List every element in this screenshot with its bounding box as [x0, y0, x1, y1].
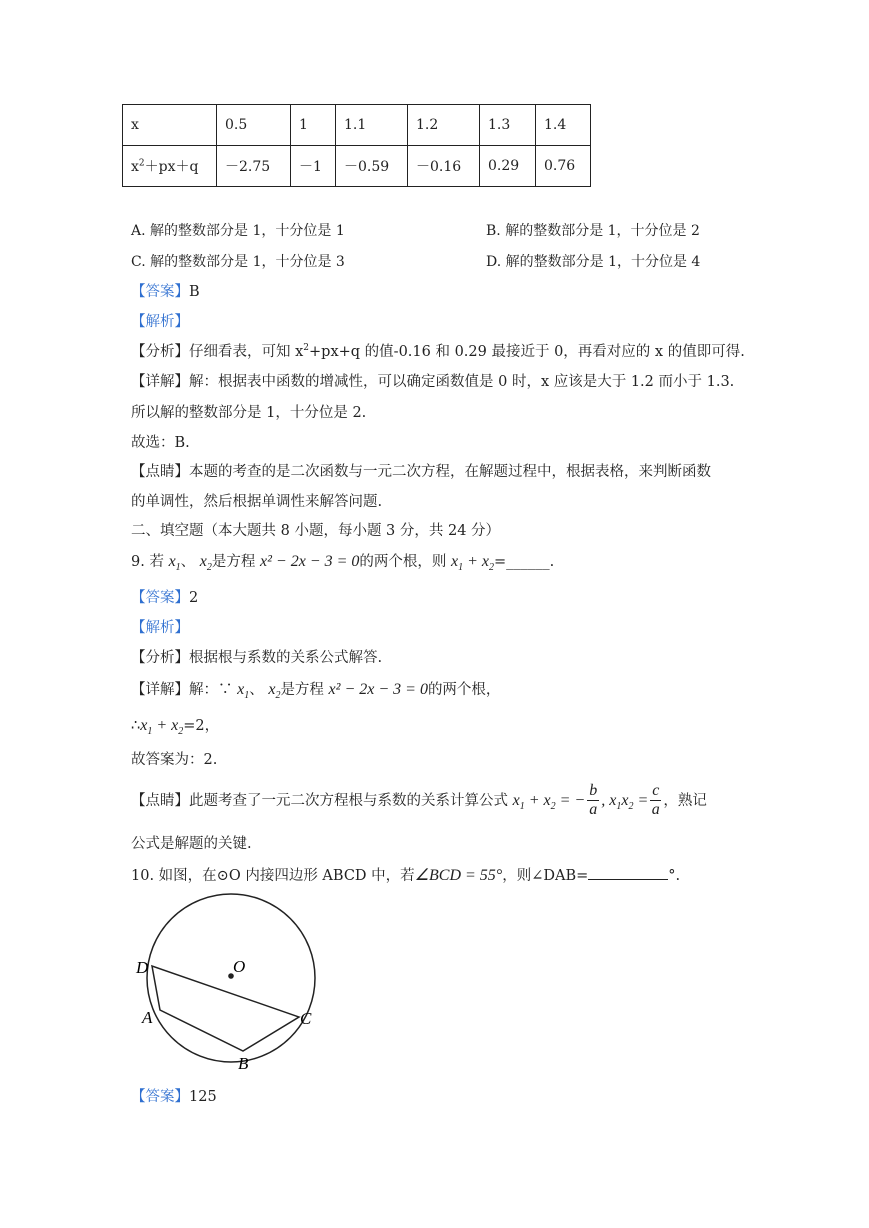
- circle-diagram: [130, 893, 320, 1078]
- q8-detail: 【详解】解：根据表中函数的增减性，可以确定函数值是 0 时，x 应该是大于 1.2 而小于 1.3.: [131, 374, 735, 390]
- table-cell: 0.29: [480, 146, 536, 187]
- table-cell: 0.5: [217, 105, 291, 146]
- table-cell: 1.2: [408, 105, 480, 146]
- table-cell: －2.75: [217, 146, 291, 187]
- table-cell: x: [123, 105, 217, 146]
- section-heading: 二、填空题（本大题共 8 小题，每小题 3 分，共 24 分）: [131, 523, 501, 539]
- table-row: [123, 105, 591, 146]
- q8-analysis-tag: 【解析】: [131, 314, 189, 330]
- table-cell: 1.3: [480, 105, 536, 146]
- label-b: B: [238, 1054, 249, 1073]
- q10-question: 10. 如图，在⊙O 内接四边形 ABCD 中，若∠BCD = 55°，则∠DAB= °.: [131, 867, 681, 884]
- value-table: [122, 104, 591, 187]
- q8-dianjing-2: 的单调性，然后根据单调性来解答问题.: [131, 494, 383, 510]
- label-d: D: [136, 958, 149, 977]
- table-cell: 0.76: [536, 146, 591, 187]
- q9-result: 故答案为：2.: [131, 752, 218, 768]
- q9-dianjing-2: 公式是解题的关键.: [131, 836, 252, 852]
- table-row: [123, 146, 591, 187]
- label-o: O: [233, 957, 246, 976]
- q9-therefore: $\therefore x_1 + x_2=2$，: [131, 717, 220, 738]
- option-a: A. 解的整数部分是 1，十分位是 1: [131, 223, 345, 239]
- table-cell: －0.59: [336, 146, 408, 187]
- q9-dianjing: 【点睛】此题考查了一元二次方程根与系数的关系计算公式 $x_1 + x_2$ = − $\frac{b}{a}$ , $x_1x_2$ = $\frac{c}{a}$ ，熟记: [131, 782, 707, 819]
- q8-fenxi: 【分析】仔细看表，可知 $x^2+px+q$ 的值-0.16 和 0.29 最接近于 0，再看对应的 x 的值即可得.: [131, 343, 745, 360]
- table-cell: －0.16: [408, 146, 480, 187]
- q8-dianjing: 【点睛】本题的考查的是二次函数与一元二次方程，在解题过程中，根据表格，来判断函数: [131, 464, 711, 480]
- label-c: C: [300, 1009, 312, 1028]
- option-d: D. 解的整数部分是 1，十分位是 4: [486, 254, 701, 270]
- option-b: B. 解的整数部分是 1，十分位是 2: [486, 223, 700, 239]
- label-a: A: [142, 1008, 153, 1027]
- q9-answer: 【答案】2: [131, 590, 199, 606]
- table-cell: 1.4: [536, 105, 591, 146]
- q10-answer: 【答案】125: [131, 1089, 217, 1105]
- table-cell: 1.1: [336, 105, 408, 146]
- table-cell: －1: [291, 146, 336, 187]
- q9-fenxi: 【分析】根据根与系数的关系公式解答.: [131, 650, 383, 666]
- q8-answer: 【答案】B: [131, 284, 200, 300]
- table-cell: 1: [291, 105, 336, 146]
- q9-analysis-tag: 【解析】: [131, 620, 189, 636]
- option-c: C. 解的整数部分是 1，十分位是 3: [131, 254, 345, 270]
- q8-choose: 故选：B.: [131, 435, 190, 451]
- table-cell: $x^2+px+q$: [123, 146, 217, 187]
- q8-detail-2: 所以解的整数部分是 1，十分位是 2.: [131, 405, 367, 421]
- q9-detail: 【详解】解：∵ $x_1$、 $x_2$是方程 x² − 2x − 3 = 0的两个根，: [131, 681, 501, 702]
- q9-question: 9. 若 $x_1$、 $x_2$是方程 x² − 2x − 3 = 0的两个根，则 $x_1$ + $x_2=\_\_\_\_\_\_$.: [131, 553, 555, 574]
